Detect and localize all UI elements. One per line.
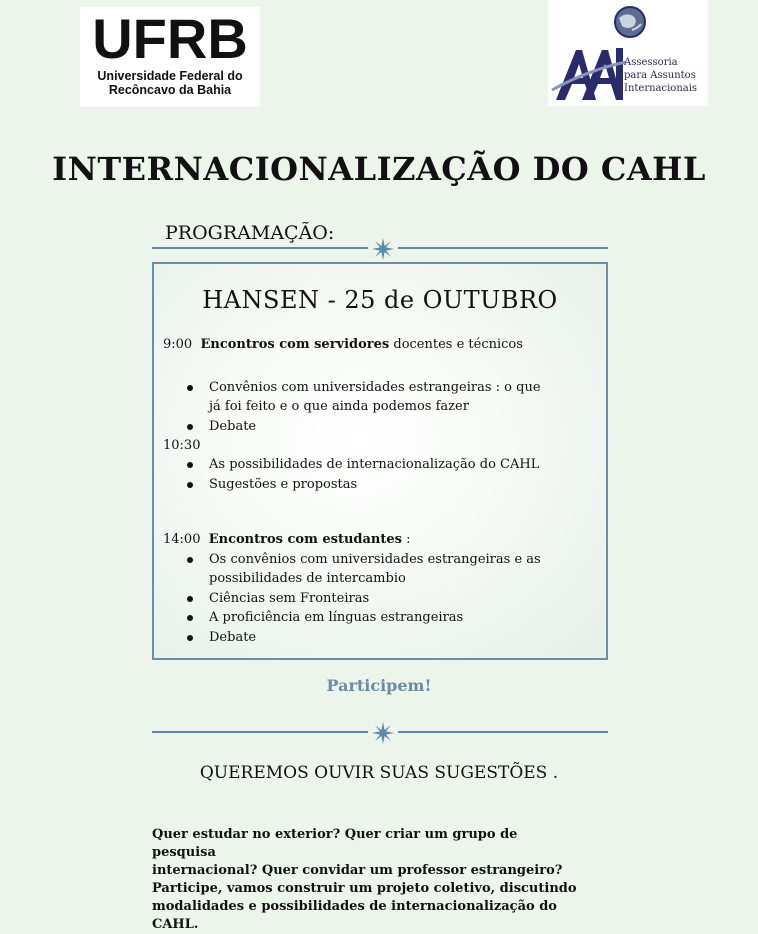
page-title: INTERNACIONALIZAÇÃO DO CAHL	[52, 150, 706, 188]
schedule-heading: HANSEN - 25 de OUTUBRO	[202, 286, 558, 314]
bullet-icon	[187, 596, 193, 602]
list-item: Debate	[209, 630, 257, 645]
list-item: Debate	[209, 419, 257, 434]
star-ornament-icon	[372, 722, 394, 744]
schedule-box	[152, 262, 608, 660]
aai-line1: Assessoria	[624, 57, 678, 68]
divider-left-top	[152, 247, 368, 249]
aai-line2: para Assuntos	[624, 70, 696, 81]
bullet-icon	[187, 635, 193, 641]
bullet-icon	[187, 557, 193, 563]
invitation-paragraph	[152, 826, 582, 934]
list-item: A proficiência em línguas estrangeiras	[209, 610, 464, 625]
star-ornament-icon	[372, 238, 394, 260]
bullet-icon	[187, 462, 193, 468]
divider-right-bottom	[398, 731, 608, 733]
time-afternoon: 14:00	[163, 532, 201, 547]
afternoon-suffix: :	[401, 532, 411, 547]
ufrb-logo-line1: Universidade Federal do	[97, 69, 243, 83]
divider-right-top	[398, 247, 608, 249]
suggestions-heading: QUEREMOS OUVIR SUAS SUGESTÕES .	[199, 763, 559, 783]
bullet-icon	[187, 482, 193, 488]
morning-title: Encontros com servidores	[200, 337, 390, 352]
list-item: Sugestões e propostas	[209, 477, 358, 492]
paragraph-line: Participe, vamos construir um projeto coletivo, discutindo	[152, 881, 577, 896]
paragraph-line: CAHL.	[152, 917, 199, 932]
paragraph-line: internacional? Quer convidar um professor estrangeiro?	[152, 863, 563, 878]
list-item: Ciências sem Fronteiras	[209, 591, 370, 606]
morning-subtitle: docentes e técnicos	[389, 337, 523, 352]
paragraph-line: Quer estudar no exterior? Quer criar um grupo de pesquisa	[152, 827, 518, 860]
bullet-icon	[187, 385, 193, 391]
divider-left-bottom	[152, 731, 368, 733]
schedule-morning	[163, 335, 523, 354]
aai-logo	[548, 0, 708, 106]
aai-mark	[552, 48, 626, 100]
list-item: Convênios com universidades estrangeiras : o que	[209, 380, 541, 395]
programacao-heading: PROGRAMAÇÃO:	[165, 222, 335, 244]
list-item-continued: já foi feito e o que ainda podemos fazer	[209, 399, 469, 414]
bullet-icon	[187, 615, 193, 621]
ufrb-logo-text: UFRB	[92, 7, 248, 70]
list-item: Os convênios com universidades estrangeiras e as	[209, 552, 541, 567]
list-item: As possibilidades de internacionalização do CAHL	[209, 457, 540, 472]
bullet-icon	[187, 424, 193, 430]
schedule-afternoon	[163, 530, 411, 549]
paragraph-line: modalidades e possibilidades de internacionalização do	[152, 899, 557, 914]
ufrb-logo	[80, 7, 260, 107]
ufrb-logo-line2: Recôncavo da Bahia	[108, 83, 232, 97]
aai-line3: Internacionais	[624, 83, 698, 94]
aai-caption	[624, 56, 697, 95]
globe-icon	[615, 7, 645, 37]
time-morning: 9:00	[163, 337, 193, 352]
time-1030: 10:30	[163, 438, 201, 453]
participem-text: Participem!	[326, 676, 432, 695]
list-item-continued: possibilidades de intercambio	[209, 571, 406, 586]
afternoon-title: Encontros com estudantes	[208, 532, 402, 547]
